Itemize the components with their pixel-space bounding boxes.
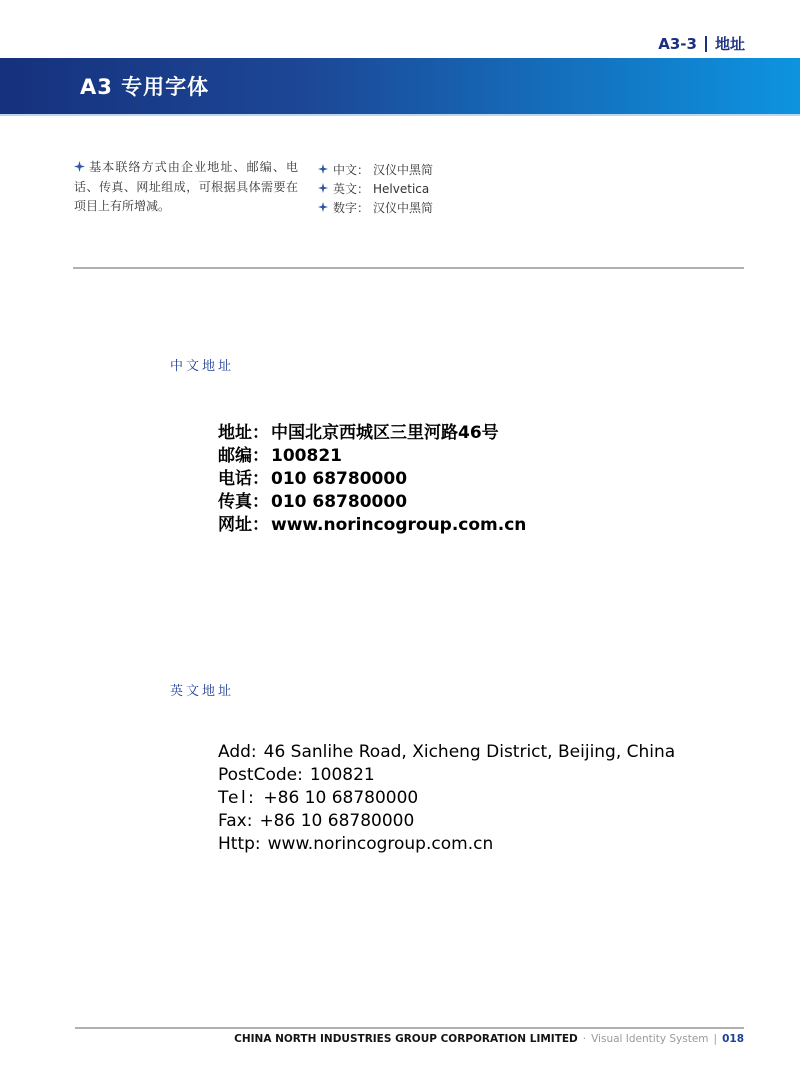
title-bar [0,58,800,116]
address-line-value: 46 Sanlihe Road, Xicheng District, Beijing, China [263,742,676,762]
font-spec-value: Helvetica [373,181,430,196]
address-line [218,445,526,468]
address-line-label: 传真： [218,492,269,512]
star-icon [74,159,85,178]
footer-page-number: 018 [722,1033,744,1045]
address-line-value: 010 68780000 [271,469,408,489]
section-label-chinese-address: 中文地址 [170,359,235,374]
star-icon [318,182,328,196]
address-line [218,491,526,514]
address-line [218,833,675,856]
address-line [218,514,526,537]
footer [234,1033,744,1045]
chinese-address-block [218,422,526,537]
address-line-value: 中国北京西城区三里河路46号 [271,423,499,443]
intro-description [74,158,298,216]
address-line [218,810,675,833]
star-icon [318,163,328,177]
footer-dot-separator: · [582,1033,587,1045]
font-spec-english [318,179,433,198]
address-line-label: Tel: [218,788,257,808]
font-spec-label: 中文： [333,163,370,177]
address-line [218,741,675,764]
footer-divider [75,1027,744,1029]
font-spec-list [318,160,433,217]
address-line-value: www.norincogroup.com.cn [267,834,494,854]
address-line [218,422,526,445]
footer-pipe-separator: | [713,1033,718,1045]
page-ref-divider [705,36,707,52]
page-title: A3 专用字体 [80,75,210,99]
address-line-value: 100821 [271,446,342,466]
section-divider [73,267,744,269]
address-line-label: 网址： [218,515,269,535]
footer-system-label: Visual Identity System [591,1033,709,1045]
page-ref-section: 地址 [714,35,745,53]
font-spec-chinese [318,160,433,179]
page-ref-code: A3-3 [658,34,697,53]
address-line-value: 010 68780000 [271,492,408,512]
address-line-value: +86 10 68780000 [263,788,419,808]
section-label-english-address: 英文地址 [170,684,235,699]
address-line-label: 邮编： [218,446,269,466]
address-line [218,468,526,491]
address-line [218,787,675,810]
page-ref [658,33,745,54]
address-line-label: Add: [218,742,257,762]
address-line-value: +86 10 68780000 [259,811,415,831]
font-spec-label: 英文： [333,182,370,196]
english-address-block [218,741,675,856]
address-line-label: 地址： [218,423,269,443]
address-line-value: www.norincogroup.com.cn [271,515,527,535]
footer-company-name: CHINA NORTH INDUSTRIES GROUP CORPORATION LIMITED [234,1033,578,1045]
star-icon [318,201,328,215]
font-spec-number [318,198,433,217]
address-line-label: 电话： [218,469,269,489]
font-spec-value: 汉仪中黑简 [373,163,434,177]
address-line-label: Fax: [218,811,253,831]
address-line-value: 100821 [309,765,375,785]
font-spec-label: 数字： [333,201,370,215]
address-line-label: Http: [218,834,261,854]
font-spec-value: 汉仪中黑简 [373,201,434,215]
address-line-label: PostCode: [218,765,303,785]
address-line [218,764,675,787]
intro-description-text: 基本联络方式由企业地址、邮编、电话、传真、网址组成，可根据具体需要在项目上有所增减。 [74,160,298,213]
